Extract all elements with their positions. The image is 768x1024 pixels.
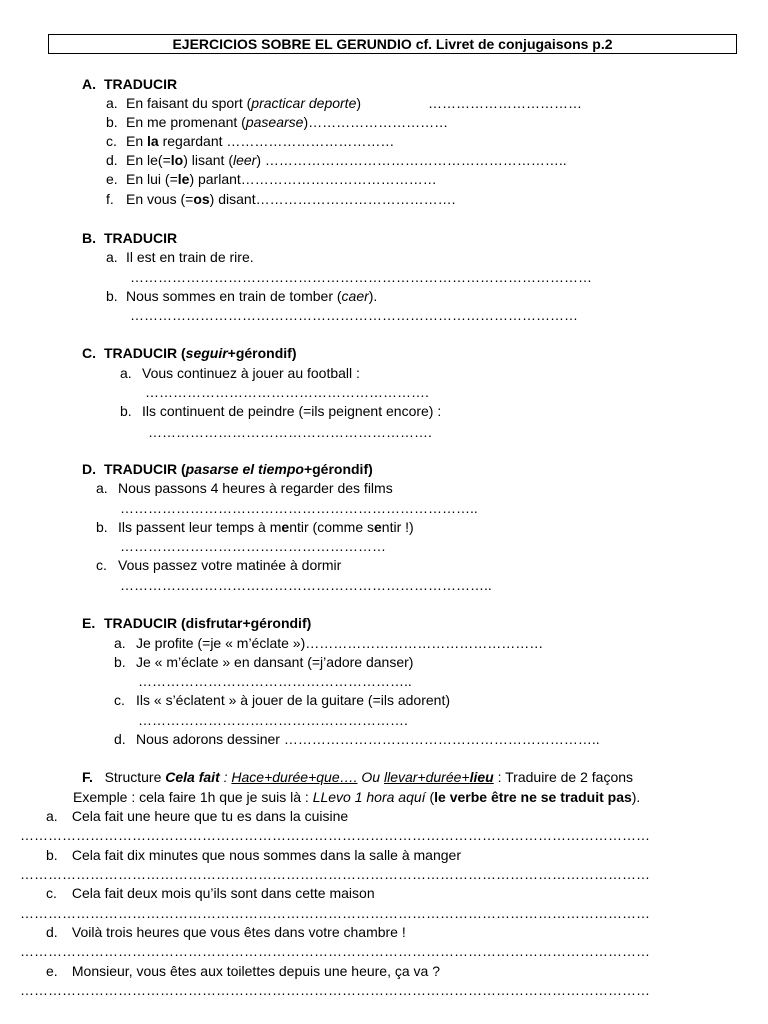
- item-e-d: d. Nous adorons dessiner …………………………………………………………..: [114, 731, 600, 747]
- section-b-heading: B. TRADUCIR: [82, 230, 178, 246]
- item-d-b: b. Ils passent leur temps à mentir (comme sentir !): [96, 519, 414, 535]
- answer-line: ………………………………………………………………………………………: [130, 269, 592, 285]
- answer-line: ………………………………………………………………………………………………………………………: [20, 982, 650, 998]
- answer-line: ……………………………………: [240, 171, 437, 187]
- item-f-a: a. Cela fait une heure que tu es dans la cuisine: [46, 808, 349, 824]
- answer-line: ……………………………………………: [305, 635, 544, 651]
- answer-line: ………………………………………………………………………………………………………………………: [20, 905, 650, 921]
- item-a-b: b. En me promenant (pasearse)…………………………: [106, 114, 449, 130]
- answer-line: …………………………: [308, 114, 449, 130]
- answer-line: ………………………………………………………………………………………………………………………: [20, 827, 650, 843]
- item-a-c: c. En la regardant ………………………………: [106, 133, 395, 149]
- item-a-f: f. En vous (=os) disant…………………………………….: [106, 191, 456, 207]
- section-a-heading: [82, 76, 177, 94]
- item-b-b: b. Nous sommes en train de tomber (caer).: [106, 288, 378, 304]
- section-f-example: Exemple : cela faire 1h que je suis là : LLevo 1 hora aquí (le verbe être ne se traduit pas).: [73, 789, 641, 805]
- answer-line: …………………………………………………….: [145, 384, 429, 400]
- item-e-a: a. Je profite (=je « m’éclate »)……………………………………………: [114, 635, 544, 651]
- section-c-heading: C. TRADUCIR (seguir+gérondif): [82, 345, 297, 361]
- answer-line: ……………………………………………………………………..: [120, 577, 492, 593]
- answer-line: ………………………………………………………………………………………………………………………: [20, 943, 650, 959]
- section-d-heading: D. TRADUCIR (pasarse el tiempo+gérondif): [82, 461, 373, 477]
- answer-line: ………………………………………………………………………………………………………………………: [20, 866, 650, 882]
- section-a-letter: A.: [82, 76, 96, 92]
- section-f-heading: F. Structure Cela fait : Hace+durée+que…. Ou llevar+durée+lieu : Traduire de 2 façons: [82, 769, 634, 785]
- item-d-a: a. Nous passons 4 heures à regarder des films: [96, 480, 393, 496]
- answer-line: ………………………………: [226, 133, 395, 149]
- item-f-b: b. Cela fait dix minutes que nous sommes dans la salle à manger: [46, 847, 461, 863]
- answer-line: …………………………………………………………………..: [120, 500, 478, 516]
- section-e-heading: E. TRADUCIR (disfrutar+gérondif): [82, 615, 312, 631]
- item-a-d: d. En le(=lo) lisant (leer) ………………………………………………………..: [106, 152, 567, 168]
- item-f-c: c. Cela fait deux mois qu’ils sont dans cette maison: [46, 885, 375, 901]
- item-b-a: a. Il est en train de rire.: [106, 249, 254, 265]
- answer-line: ………………………………………………………..: [264, 152, 567, 168]
- answer-line: …………………………………………………: [120, 538, 386, 554]
- item-c-b: b. Ils continuent de peindre (=ils peignent encore) :: [120, 403, 442, 419]
- document-title: EJERCICIOS SOBRE EL GERUNDIO cf. Livret de conjugaisons p.2: [48, 34, 737, 54]
- item-e-b: b. Je « m’éclate » en dansant (=j’adore danser): [114, 654, 414, 670]
- item-a-e: e. En lui (=le) parlant……………………………………: [106, 171, 437, 187]
- item-f-d: d. Voilà trois heures que vous êtes dans votre chambre !: [46, 924, 406, 940]
- item-e-c: c. Ils « s’éclatent » à jouer de la guitare (=ils adorent): [114, 692, 451, 708]
- answer-line: …………………………………………………..: [138, 673, 412, 689]
- answer-line: …………………………………….: [255, 191, 456, 207]
- item-f-e: e. Monsieur, vous êtes aux toilettes depuis une heure, ça va ?: [46, 963, 441, 979]
- answer-line: ………………………………………………….: [138, 712, 408, 728]
- answer-line: ……………………………: [428, 95, 582, 111]
- section-a-title: TRADUCIR: [104, 76, 178, 92]
- item-d-c: c. Vous passez votre matinée à dormir: [96, 557, 342, 573]
- item-c-a: a. Vous continuez à jouer au football :: [120, 365, 360, 381]
- item-a-a: a. En faisant du sport (practicar deporte): [106, 95, 362, 111]
- answer-line: …………………………………………………….: [148, 424, 432, 440]
- answer-line: ……………………………………………………………………………………: [130, 307, 578, 323]
- answer-line: …………………………………………………………..: [283, 731, 600, 747]
